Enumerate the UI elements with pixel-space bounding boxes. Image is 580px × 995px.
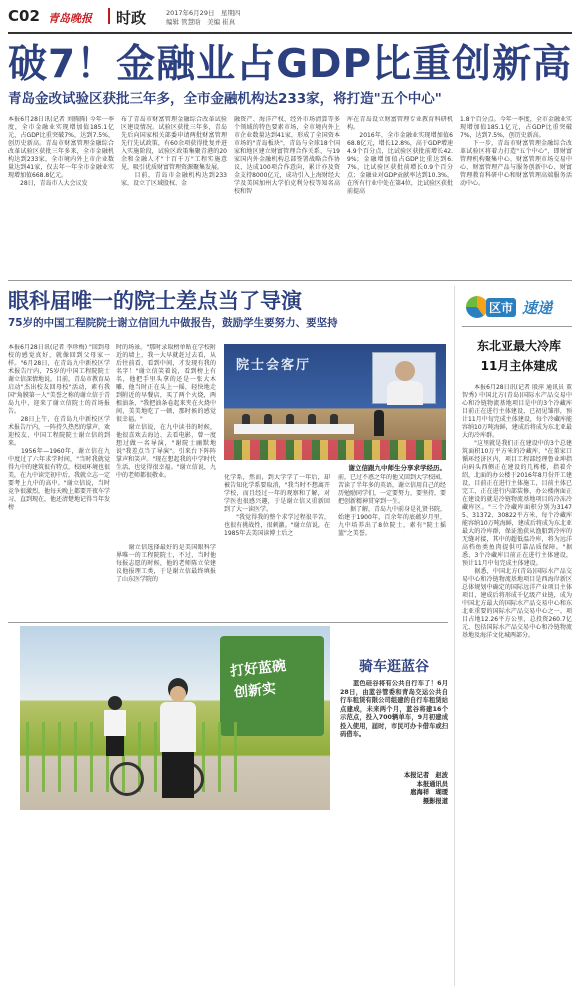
kiosk-banner-2: 创新实 [233,680,277,702]
credit-line: 本报通讯员 [416,780,448,788]
credit-line: 摄影报道 [422,797,448,805]
bike-headline: 骑车逛蓝谷 [359,659,429,675]
lead-column-1: 本报6月28日讯(记者 刘腾腾) 今年一季度，全市金融业实现增加值185.1亿元，占GDP比重突破7%，达到7.5%，创历史新高。青岛市财富管理金融综合改革试验区获批三年多来，全市金融机构达到233家，全市境内外上市企业数量达到41家，仅去年一年全市金融业实现增加值668.8亿元。 28日，青岛市人大会议发 [8,116,114,187]
academician-column-5: 谢立信选择最好的是美国眼科学界唯一的工程院院士，不过，当时他每报志愿的时候，他的老师陈立荣建议他报理工类，于是谢立信最终填报了山东医学院的 [116,544,216,583]
academician-column-3: 化学系，然而，到大学学了一年后，却被告知化学系要取消，"我当时不想离开学校，而且经过一年的观察和了解，对学医也很感兴趣，于是谢立信又重新回到了大一读医学。 "我觉得我的整个求学过程很辛苦，也很有挑战性，很刺激。"谢立信说，在1985年去美国读博士后之 [224,474,330,537]
district-logo [466,292,572,322]
masthead-rule [8,32,572,34]
portrait-screen [372,352,436,404]
logo-tag-b: 速递 [522,299,553,317]
lecture-photo [224,344,446,460]
logo-tag-a: 区市 [486,298,516,317]
bike-section-rule [8,622,448,623]
academician-headline: 眼科届唯一的院士差点当了导演 [8,289,302,313]
academician-column-4: 前，已过不惑之年的他又回到大学校园，苦读了半年多的英语，谢立信用自己的经历勉励同学们，一定要努力，要坚持，要把创新精神贯穿到一生。 据了解，青岛九中前身是礼贤书院，始建于1900年，百余年的底蕴岁月里，九中培养出了8位院士，素有"院士摇篮"之美誉。 [338,474,446,537]
lead-column-2: 布了青岛市财富管理金融综合改革试验区建设情况。试验区获批三年多，青岛先后向国家相关部委申请两批财富管理先行先试政策，有60余项获得批复并进入实施阶段，试验区政策集聚青港的20余和金融人才"十百千万"工程实施意见，吸引优质财富管理资源聚集发展。 目前，青岛市金融机构达到233家，设立了区域股权、金 [121,116,227,187]
paper-logo: 青岛晚报 [48,12,92,25]
podium-table [234,424,354,434]
bike-wheel-icon [110,762,144,796]
rental-kiosk [220,636,324,736]
lead-headline: 破7！金融业占GDP比重创新高 [8,42,573,87]
credit-line: 本报记者 赵波 [403,772,448,779]
bike-photo [20,626,330,810]
bike-credits [340,772,448,806]
photo-backdrop-text: 院士会客厅 [236,358,312,373]
rider-figure [102,696,128,756]
officer-figure [158,678,198,798]
section-divider [8,280,572,281]
section-title: 时政 [116,9,147,27]
right-column-rule [454,286,455,986]
photo-caption: 谢立信跟九中师生分享求学经历。 [348,464,446,472]
lead-column-4: 库在青岛设立财富管理专业教育科研机构。 2016年，全市金融业实现增加值668.8亿元，增长12.8%，高于GDP增速4.9个百分点，比试验区获批前增长42.9%；金融增加值占GDP比重达到6.7%，比试验区获批前增长0.9个百分点；金融业对GDP贡献率达到10.3%，在所有行业中处在第4位，比试验区获批前提高 [347,116,453,195]
academician-column-2: 时的场景。"那时录取榜单贴在学校附近的墙上，我一大早就赶过去看，从后往前看，看到中间，才发现有我的名字！"谢立信笑着说，看到榜上有名，他把手里头拿的还是一张大木雕，他当时正在头上一摇，轻快地走到附近的早餐店，买了两个火烧，两根油条，"我把油条卷起来夹在火烧中间，美美地吃了一顿，那时候的感觉很幸福。" 谢立信说，在九中读书的时候，他很喜欢去海边、去看电影，曾一度想过做一名导演，"谢院士幽默地说"我差点当了导演"。引来台下阵阵掌声和笑声。"现在想起我的中学时代生活，也觉得很幸福。"谢立信说，九中的老师都很敬业。 [116,344,216,479]
district-headline: 东北亚最大冷库 11月主体建成 [476,339,561,373]
district-body: 本报6月28日讯(记者 殷萍 通讯员 董智秀) 中国北方(青岛)国际水产品交易中心和冷链物流基地项目是中的3个冷藏库目前正在进行主体建设，已初见雏形，预计11月中旬完成主体建设，每个冷藏库能容纳10万吨海鲜，建成后将成为东北亚最大的冷库群。 "这里就是我们正在建设中的3个总建筑面积10万平方米的冷藏库，"在董家口循环经济区内，项目工程部经理鲁业坤指向码头西侧正在建设的几栋楼，指着介绍，北面的办公楼于2016年8月份开工建设，目前正在进行主体施工，目前主体已完工，正在进行内部装修，办公楼南面正在建设的就是冷链物流基地项目的冷冻冷藏库区。"三个冷藏库面积分别为31475、31372、30822平方米，每个冷藏库能容纳10万吨海鲜，建成后将成为东北亚最大的冷库群，保证渔获从渔船到冷库的无缝对接，其中的超低温冷库，将为远洋高档鱼类鱼肉提供可靠品质保障。"据悉，3个冷藏库目前正在进行主体建设，预计11月中旬完成主体建设。 据悉，中国北方(青岛)国际水产品交易中心和冷链物流基地项目是西海岸新区总体规划中确定的国际远洋产业项目主体项目，建成后将形成千亿级产业链，成为中国北方最大的国际水产品交易中心和东北亚重要的国际水产品交易中心之一。项目占地12.26平方公里，总投资260.7亿元，包括国际水产品交易中心和冷链物流基地及海洋文化城两部分。 [462,384,572,639]
lead-column-5: 1.8个百分点。今年一季度，全市金融业实现增加值185.1亿元，占GDP比重突破7%，达到7.5%，创历史新高。 下一步，青岛市财富管理金融综合改革试验区将着力打造"五个中心"，即财富管理机构聚集中心、财富管理市场交易中心、财富管理产品与服务创新中心、财富管理教育科研中心和财富管理高端服务活动中心。 [460,116,572,187]
logo-swirl-icon [466,296,488,318]
issue-editors: 编辑 管慧晗 美编 崔真 [166,18,236,26]
kiosk-banner-1: 打好蓝碗 [229,658,287,680]
masthead [8,6,572,36]
issue-date: 2017年6月29日 星期四 [166,9,241,17]
logo-divider [108,8,110,24]
lead-body [8,116,574,276]
lead-column-3: 融资产、海洋产权、经外市场清算等多个领域的特色要素市场，全市境内外上市企业数量达到41家，形成了全国资本市场的"青岛板块"，青岛与全球18个国家和地区建立财富管理合作关系，与19家国内外金融机构总部签署战略合作协议，达成100项合作意向，累计亦及资金支持8000亿元，成功引入上海财经大学及美国加州大学伯克利分校等知名高校和智 [234,116,340,195]
academician-column-1: 本报6月28日讯(记者 李珍梅) "回到母校的感觉真好，就像回到父母家一样。"6月28日，在青岛九中新校区学术报告厅内，75岁的中国工程院院士谢立信深情地说。目前，青岛市教育局启动"杰出校友回母校"活动，素有我国"角膜第一人"美誉之称的谢立信于青岛九中，迎来了谢立信院士的首场报告。 28日上午，在青岛九中新校区学术报告厅内，一阵持久热烈的掌声，欢迎校友、中国工程院院士谢立信的到来。 1956年—1960年，谢立信在九中度过了六年求学时间，"当时我就觉得九中的建筑很有特点，校园环境也很美，在九中读完初中后，我就立志一定要考上九中的高中。"谢立信说，当时竞争很激烈，他每天晚上都要开夜车学习，直到现在，他还清楚地记得当年发榜 [8,344,110,511]
lead-subheadline: 青岛金改试验区获批三年多，全市金融机构达233家，将打造"五个中心" [8,91,442,107]
flower-pots [224,440,446,460]
speaker-figure [374,410,384,436]
page-code: C02 [8,7,40,25]
bike-body: 蓝色硅谷将有公共自行车了！6月28日，由蓝谷管委和青岛交运公共自行车租赁有限公司组建的自行车租赁站点建成，未来两个月，蓝谷将建16个示范点，投入700辆单车，9月初建成投入使用，届时，市民可办卡借车或扫码借车。 [340,680,448,738]
credit-line: 扈海祥 瑚瑷 [410,789,448,796]
academician-subheadline: 75岁的中国工程院院士谢立信回九中做报告，鼓励学生要努力、要坚持 [8,317,338,329]
